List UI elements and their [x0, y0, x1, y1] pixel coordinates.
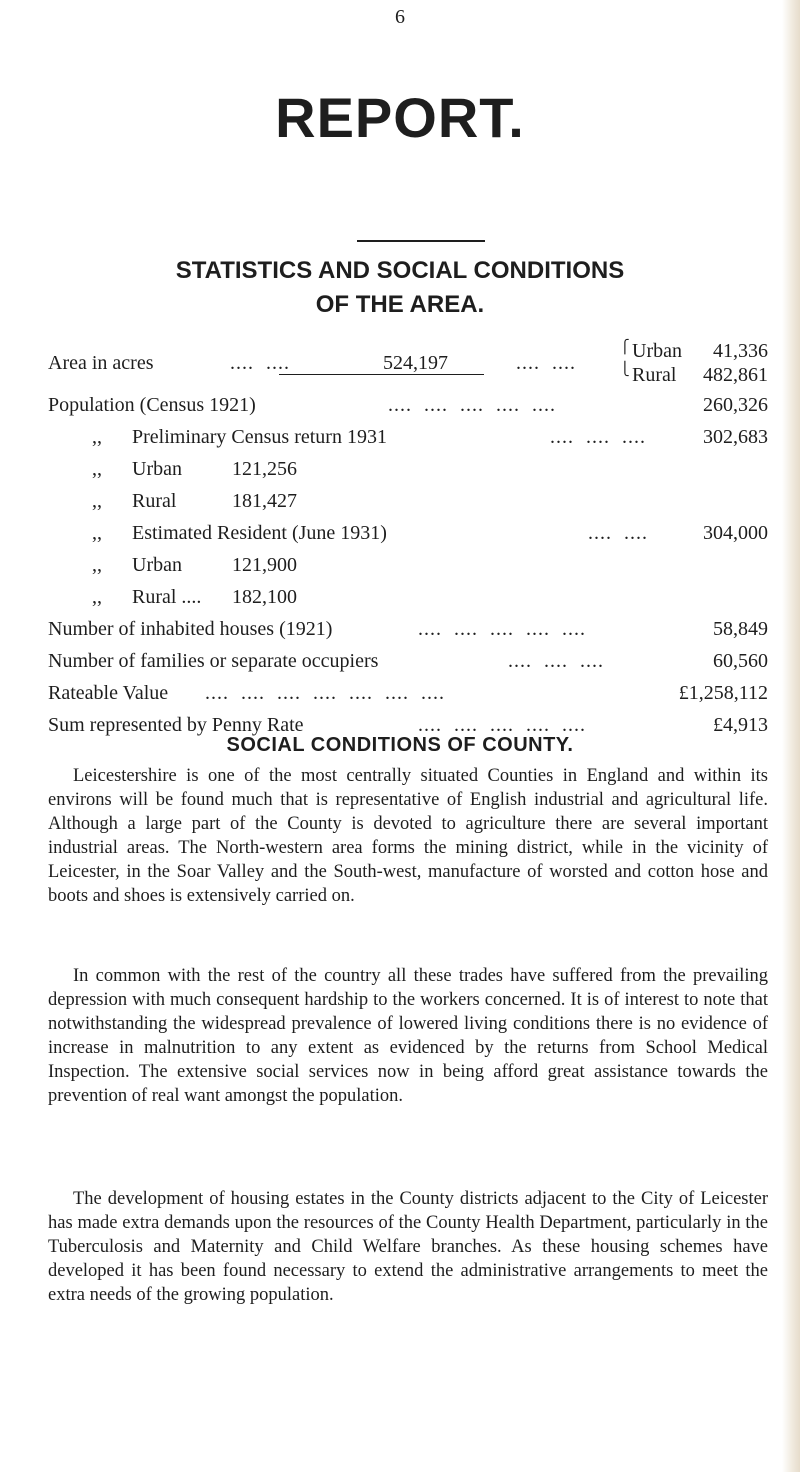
subheading-line-1: STATISTICS AND SOCIAL CONDITIONS	[175, 257, 625, 284]
houses-label: Number of inhabited houses (1921)	[48, 618, 333, 640]
ditto-mark: ,,	[92, 522, 102, 544]
penny-rate-value: £4,913	[713, 714, 768, 736]
area-value: 524,197	[383, 352, 448, 374]
leader-dots: .... ....	[230, 352, 290, 374]
est-urban-label: Urban	[132, 554, 182, 576]
families-value: 60,560	[713, 650, 768, 672]
prelim-1931-label: Preliminary Census return 1931	[132, 426, 387, 448]
area-label: Area in acres	[48, 352, 154, 374]
brace-top: ⎧	[620, 339, 630, 354]
leader-dots: .... .... .... .... .... .... ....	[205, 682, 445, 704]
prelim-1931-value: 302,683	[703, 426, 768, 448]
paragraph: The development of housing estates in the County districts adjacent to the City of Leicester has made extra demands upon the resources of the County Health Department, particularly in the Tuberculosis and Maternity and Child Welfare branches. As these housing schemes have developed it has been found necessary to extend the administrative arrangements to meet the extra needs of the growing population.	[48, 1189, 768, 1305]
area-rural-label: Rural	[632, 364, 677, 386]
est-rural-value: 182,100	[232, 586, 297, 608]
subheading-line-2: OF THE AREA.	[315, 291, 485, 318]
area-urban-value: 41,336	[713, 340, 768, 362]
prelim-rural-value: 181,427	[232, 490, 297, 512]
leader-dots: .... .... .... .... ....	[418, 618, 586, 640]
report-heading: REPORT.	[275, 86, 525, 149]
prelim-urban-value: 121,256	[232, 458, 297, 480]
estimated-1931-label: Estimated Resident (June 1931)	[132, 522, 387, 544]
prelim-urban-label: Urban	[132, 458, 182, 480]
paragraph: In common with the rest of the country all these trades have suffered from the prevailing depression with much consequent hardship to the workers concerned. It is of interest to note that notwithstanding the widespread prevalence of lowered living conditions there is no evidence of increase in malnutrition to any extent as evidenced by the returns from School Medical Inspection. The extensive social services now in being afford great assistance towards the prevention of real want amongst the population.	[48, 966, 768, 1106]
area-underline	[279, 374, 484, 375]
houses-value: 58,849	[713, 618, 768, 640]
section-title: SOCIAL CONDITIONS OF COUNTY.	[226, 734, 574, 756]
leader-dots: .... .... ....	[550, 426, 646, 448]
prelim-rural-label: Rural	[132, 490, 177, 512]
population-1921-label: Population (Census 1921)	[48, 394, 256, 416]
paragraph: Leicestershire is one of the most centrally situated Counties in England and within its environs will be found much that is representative of English industrial and agricultural life. Although a large part of the County is devoted to agriculture there are several important industrial areas. The North-western area forms the mining district, while in the vicinity of Leicester, in the Soar Valley and the South-west, manufacture of worsted and cotton hose and boots and shoes is extensively carried on.	[48, 766, 768, 906]
leader-dots: .... .... ....	[508, 650, 604, 672]
rateable-value: £1,258,112	[678, 682, 768, 704]
ditto-mark: ,,	[92, 490, 102, 512]
est-urban-value: 121,900	[232, 554, 297, 576]
ditto-mark: ,,	[92, 554, 102, 576]
families-label: Number of families or separate occupiers	[48, 650, 379, 672]
ditto-mark: ,,	[92, 586, 102, 608]
penny-rate-label: Sum represented by Penny Rate	[48, 714, 304, 736]
est-rural-label: Rural ....	[132, 586, 202, 608]
area-urban-label: Urban	[632, 340, 682, 362]
ditto-mark: ,,	[92, 458, 102, 480]
leader-dots: .... ....	[516, 352, 576, 374]
leader-dots: .... .... .... .... ....	[418, 714, 586, 736]
ditto-mark: ,,	[92, 426, 102, 448]
page-number: 6	[395, 6, 405, 28]
rateable-label: Rateable Value	[48, 682, 169, 704]
estimated-1931-value: 304,000	[703, 522, 768, 544]
population-1921-value: 260,326	[703, 394, 768, 416]
leader-dots: .... .... .... .... ....	[388, 394, 556, 416]
leader-dots: .... ....	[588, 522, 648, 544]
area-rural-value: 482,861	[703, 364, 768, 386]
heading-divider	[357, 240, 485, 242]
brace-bottom: ⎩	[620, 361, 630, 376]
